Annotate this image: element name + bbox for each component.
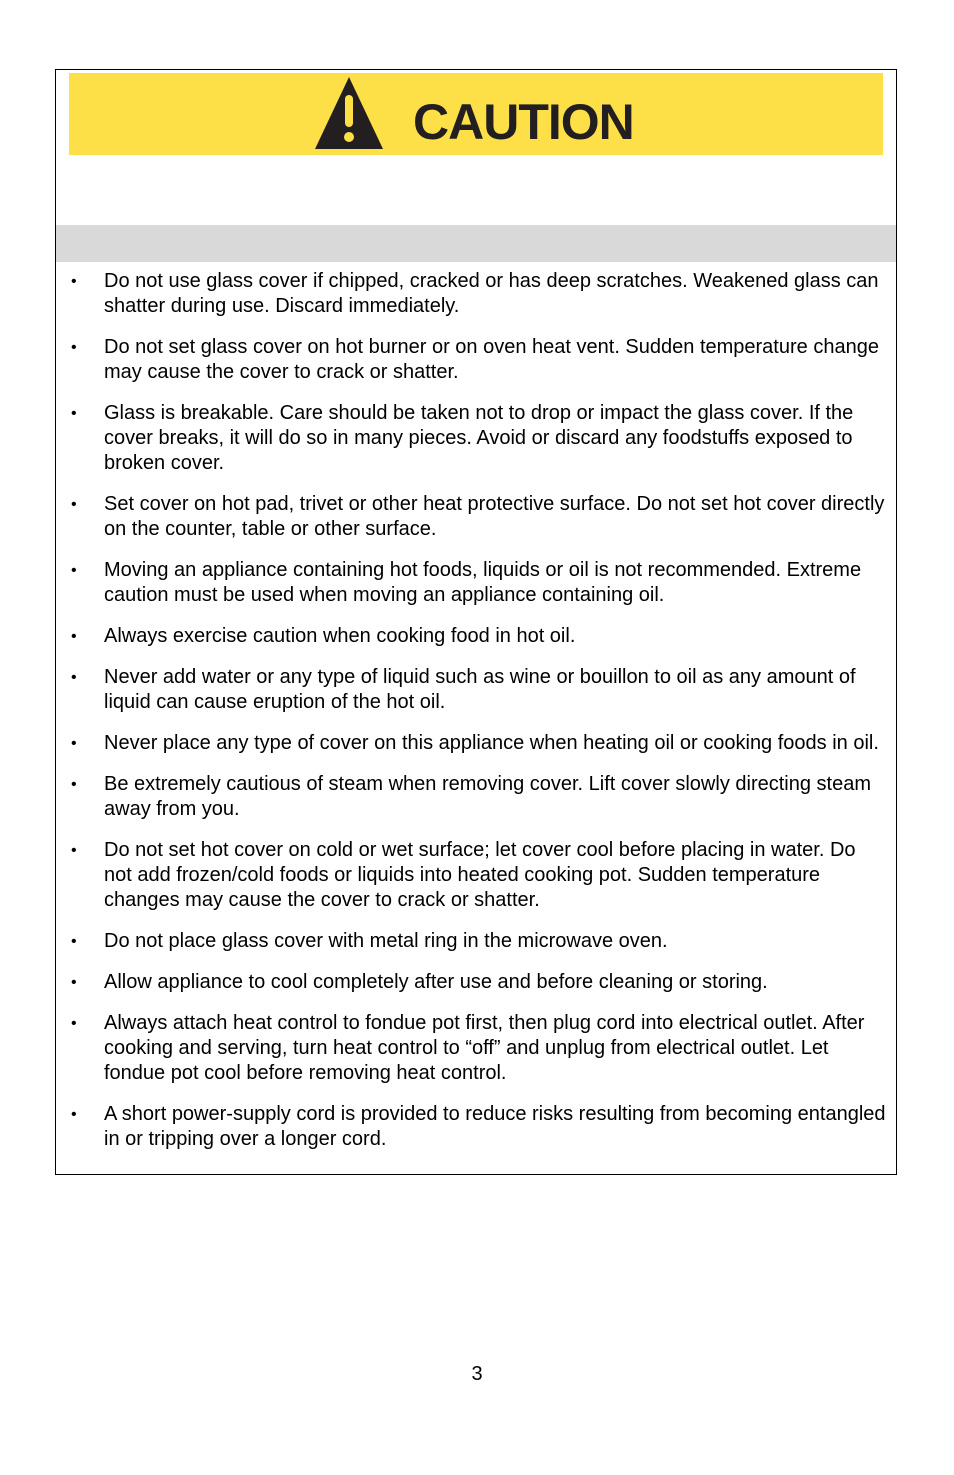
caution-banner-graphic [69, 73, 883, 155]
bullet-icon: • [71, 273, 77, 290]
page-number: 3 [471, 1363, 483, 1385]
warning-text: A short power-supply cord is provided to reduce risks resulting from becoming entangled in or tripping over a longer cord. [104, 1103, 886, 1150]
warning-text: Do not place glass cover with metal ring in the microwave oven. [104, 930, 668, 952]
warning-text: Set cover on hot pad, trivet or other heat protective surface. Do not set hot cover directly on the counter, table or other surface. [104, 493, 885, 540]
section-header-band [56, 225, 896, 262]
warning-text: Never place any type of cover on this appliance when heating oil or cooking foods in oil. [104, 732, 879, 754]
warning-text: Never add water or any type of liquid such as wine or bouillon to oil as any amount of liquid can cause eruption of the hot oil. [104, 666, 856, 713]
list-item [56, 269, 896, 319]
warnings-list [56, 269, 896, 1168]
list-item [56, 335, 896, 385]
bullet-icon: • [71, 405, 77, 422]
warning-text: Moving an appliance containing hot foods, liquids or oil is not recommended. Extreme caution must be used when moving an appliance containing oil. [104, 559, 862, 606]
list-item [56, 838, 896, 913]
bullet-icon: • [71, 735, 77, 752]
list-item [56, 1102, 896, 1152]
list-item [56, 731, 896, 756]
warning-text: Be extremely cautious of steam when removing cover. Lift cover slowly directing steam away from you. [104, 773, 871, 820]
bullet-icon: • [71, 628, 77, 645]
warning-text: Allow appliance to cool completely after use and before cleaning or storing. [104, 971, 768, 993]
list-item [56, 772, 896, 822]
bullet-icon: • [71, 1106, 77, 1123]
list-item [56, 970, 896, 995]
list-item [56, 624, 896, 649]
bullet-icon: • [71, 496, 77, 513]
warning-text: Always exercise caution when cooking food in hot oil. [104, 625, 576, 647]
list-item [56, 1011, 896, 1086]
bullet-icon: • [71, 842, 77, 859]
bullet-icon: • [71, 669, 77, 686]
bullet-icon: • [71, 339, 77, 356]
caution-label: CAUTION [413, 94, 634, 150]
warning-text: Do not set glass cover on hot burner or on oven heat vent. Sudden temperature change may cause the cover to crack or shatter. [104, 336, 879, 383]
bullet-icon: • [71, 562, 77, 579]
warning-text: Do not use glass cover if chipped, cracked or has deep scratches. Weakened glass can shatter during use. Discard immediately. [104, 270, 879, 317]
bullet-icon: • [71, 776, 77, 793]
warning-text: Do not set hot cover on cold or wet surface; let cover cool before placing in water. Do not add frozen/cold foods or liquids into heated cooking pot. Sudden temperature changes may cause the cover to crack or shatter. [104, 839, 856, 911]
warning-text: Always attach heat control to fondue pot first, then plug cord into electrical outlet. After cooking and serving, turn heat control to “off” and unplug from electrical outlet. Let fondue pot cool before removing heat control. [104, 1012, 865, 1084]
list-item [56, 665, 896, 715]
warning-triangle-icon [315, 77, 383, 149]
list-item [56, 929, 896, 954]
warning-text: Glass is breakable. Care should be taken not to drop or impact the glass cover. If the cover breaks, it will do so in many pieces. Avoid or discard any foodstuffs exposed to broken cover. [104, 402, 854, 474]
list-item [56, 492, 896, 542]
caution-box [55, 69, 897, 1175]
caution-banner [69, 73, 883, 155]
bullet-icon: • [71, 974, 77, 991]
bullet-icon: • [71, 933, 77, 950]
bullet-icon: • [71, 1015, 77, 1032]
list-item [56, 401, 896, 476]
list-item [56, 558, 896, 608]
